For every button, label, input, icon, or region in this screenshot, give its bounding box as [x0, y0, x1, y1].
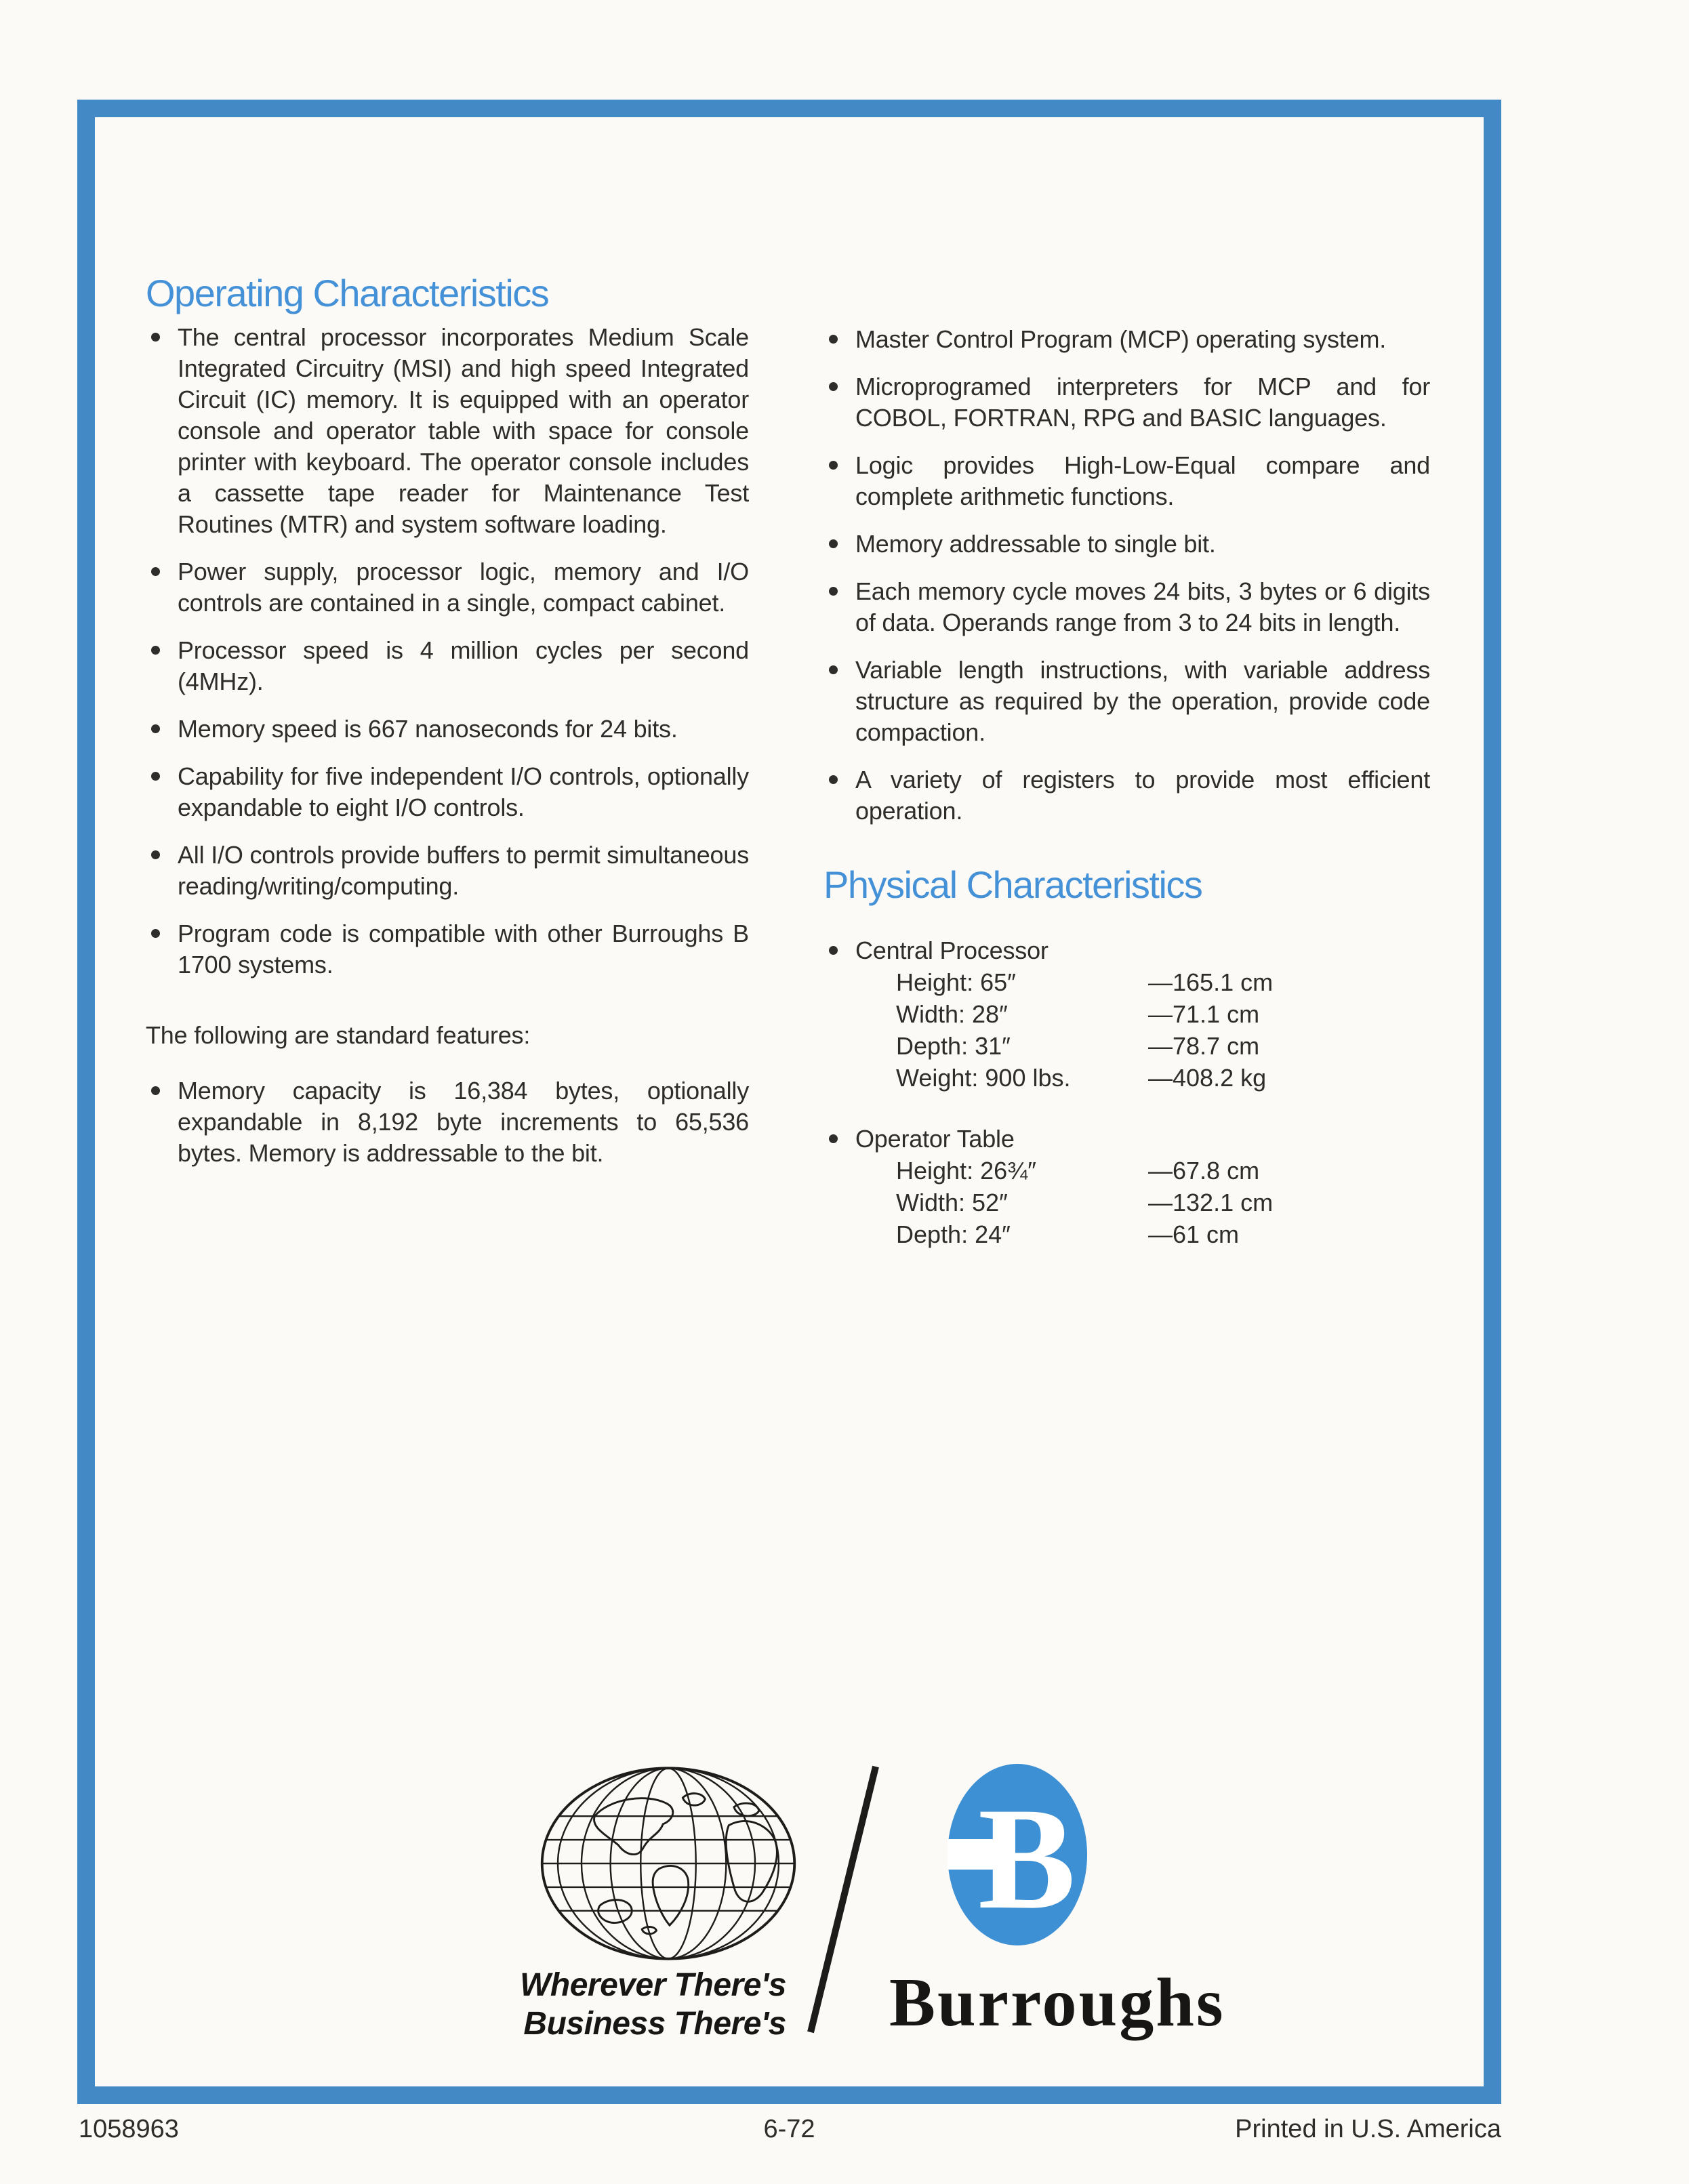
bullet-dot-icon [151, 929, 160, 938]
spec-rows [896, 1155, 1430, 1250]
bullet-dot-icon [151, 1086, 160, 1095]
list-item [146, 1075, 749, 1169]
list-item [823, 529, 1430, 560]
burroughs-logo-lockup [515, 1764, 1225, 2043]
bullet-text: Each memory cycle moves 24 bits, 3 bytes or 6 digits of data. Operands range from 3 to 24 bits in length. [855, 577, 1430, 636]
bullet-dot-icon [829, 335, 838, 344]
bullet-text: Variable length instructions, with variable address structure as required by the operation, provide code compaction. [855, 656, 1430, 746]
bullet-dot-icon [151, 850, 160, 859]
bullet-text: The central processor incorporates Medium Scale Integrated Circuitry (MSI) and high speed Integrated Circuit (IC) memory. It is equipped with an operator console and operator table with space for console printer with keyboard. The operator console includes a cassette tape reader for Maintenance Test Routines (MTR) and system software loading. [178, 323, 749, 538]
spec-dimension: Height: 65″ [896, 968, 1016, 996]
bullet-text: Master Control Program (MCP) operating system. [855, 325, 1387, 353]
spec-metric: —61 cm [1148, 1220, 1240, 1248]
list-item [823, 450, 1430, 512]
spec-row [896, 966, 1430, 998]
list-item [823, 324, 1430, 355]
bullet-dot-icon [829, 1134, 838, 1143]
spec-group-central-processor [823, 935, 1430, 1094]
spec-row [896, 1155, 1430, 1187]
bullet-text: Memory speed is 667 nanoseconds for 24 bits. [178, 715, 678, 743]
list-item [146, 840, 749, 902]
footer-date-code: 6-72 [763, 2115, 815, 2143]
operating-characteristics-heading: Operating Characteristics [146, 272, 549, 314]
burroughs-b-monogram-icon [948, 1764, 1087, 1945]
physical-spec-list [823, 935, 1430, 1250]
tagline-line-1: Wherever There's [520, 1967, 786, 2003]
spec-row [896, 1030, 1430, 1062]
spec-dimension: Weight: 900 lbs. [896, 1064, 1071, 1092]
spec-rows [896, 966, 1430, 1094]
globe-and-tagline [515, 1764, 800, 2043]
spec-metric: —78.7 cm [1148, 1032, 1260, 1060]
spec-dimension: Depth: 31″ [896, 1032, 1011, 1060]
column-software-and-physical [823, 274, 1430, 1280]
bullet-dot-icon [829, 665, 838, 674]
list-item [146, 635, 749, 697]
bullet-text: Memory addressable to single bit. [855, 530, 1216, 558]
globe-icon [537, 1764, 800, 1963]
spec-group-title: Central Processor [855, 936, 1049, 964]
standard-features-intro: The following are standard features: [146, 1021, 531, 1049]
bullet-dot-icon [829, 587, 838, 596]
footer-form-number: 1058963 [79, 2115, 179, 2143]
tagline [520, 1966, 800, 2043]
spec-group-title: Operator Table [855, 1125, 1015, 1153]
spec-metric: —408.2 kg [1148, 1064, 1267, 1092]
bullet-dot-icon [829, 946, 838, 955]
column-operating-characteristics [146, 274, 749, 1185]
spec-metric: —71.1 cm [1148, 1000, 1260, 1028]
operating-bullet-list [146, 322, 749, 981]
bullet-text: Processor speed is 4 million cycles per second (4MHz). [178, 636, 749, 695]
bullet-text: Microprogramed interpreters for MCP and for COBOL, FORTRAN, RPG and BASIC languages. [855, 373, 1430, 432]
bullet-text: Capability for five independent I/O controls, optionally expandable to eight I/O controls. [178, 762, 749, 821]
physical-characteristics-heading: Physical Characteristics [823, 863, 1202, 906]
list-item [823, 764, 1430, 827]
spec-row [896, 998, 1430, 1030]
list-item [146, 714, 749, 745]
standard-features-list [146, 1075, 749, 1169]
bullet-text: All I/O controls provide buffers to permit simultaneous reading/writing/computing. [178, 841, 749, 900]
monogram-and-wordmark [889, 1764, 1225, 2041]
software-bullet-list [823, 324, 1430, 827]
spec-metric: —67.8 cm [1148, 1157, 1260, 1184]
list-item [146, 918, 749, 981]
bullet-dot-icon [829, 461, 838, 470]
slash-divider-icon [807, 1764, 880, 2035]
page-footer [77, 2111, 1501, 2147]
footer-printed-note: Printed in U.S. America [1235, 2115, 1501, 2143]
list-item [146, 761, 749, 823]
bullet-text: A variety of registers to provide most efficient operation. [855, 766, 1430, 825]
page-border-frame [77, 100, 1501, 2104]
list-item [823, 576, 1430, 638]
spec-dimension: Width: 52″ [896, 1189, 1008, 1216]
bullet-dot-icon [151, 567, 160, 576]
spec-dimension: Depth: 24″ [896, 1220, 1011, 1248]
spec-metric: —132.1 cm [1148, 1189, 1274, 1216]
bullet-dot-icon [151, 724, 160, 733]
list-item [146, 556, 749, 619]
tagline-line-2: Business There's [523, 2006, 786, 2042]
bullet-dot-icon [151, 772, 160, 781]
bullet-dot-icon [829, 382, 838, 391]
svg-text:B: B [977, 1777, 1076, 1939]
bullet-dot-icon [151, 333, 160, 342]
bullet-text: Power supply, processor logic, memory and I/O controls are contained in a single, compact cabinet. [178, 558, 749, 617]
page-content [95, 117, 1484, 2086]
spec-row [896, 1218, 1430, 1250]
burroughs-wordmark: Burroughs [889, 1964, 1225, 2041]
bullet-dot-icon [151, 646, 160, 655]
bullet-text: Logic provides High-Low-Equal compare and complete arithmetic functions. [855, 451, 1430, 510]
bullet-dot-icon [829, 539, 838, 548]
bullet-dot-icon [829, 775, 838, 784]
list-item [823, 371, 1430, 434]
spec-row [896, 1062, 1430, 1094]
list-item [823, 655, 1430, 748]
spec-row [896, 1187, 1430, 1218]
bullet-text: Program code is compatible with other Burroughs B 1700 systems. [178, 920, 749, 978]
bullet-text: Memory capacity is 16,384 bytes, optionally expandable in 8,192 byte increments to 65,536 bytes. Memory is addressable to the bit. [178, 1077, 749, 1167]
spec-dimension: Width: 28″ [896, 1000, 1008, 1028]
spec-metric: —165.1 cm [1148, 968, 1274, 996]
spec-dimension: Height: 26¾″ [896, 1157, 1036, 1184]
list-item [146, 322, 749, 540]
spec-group-operator-table [823, 1124, 1430, 1250]
